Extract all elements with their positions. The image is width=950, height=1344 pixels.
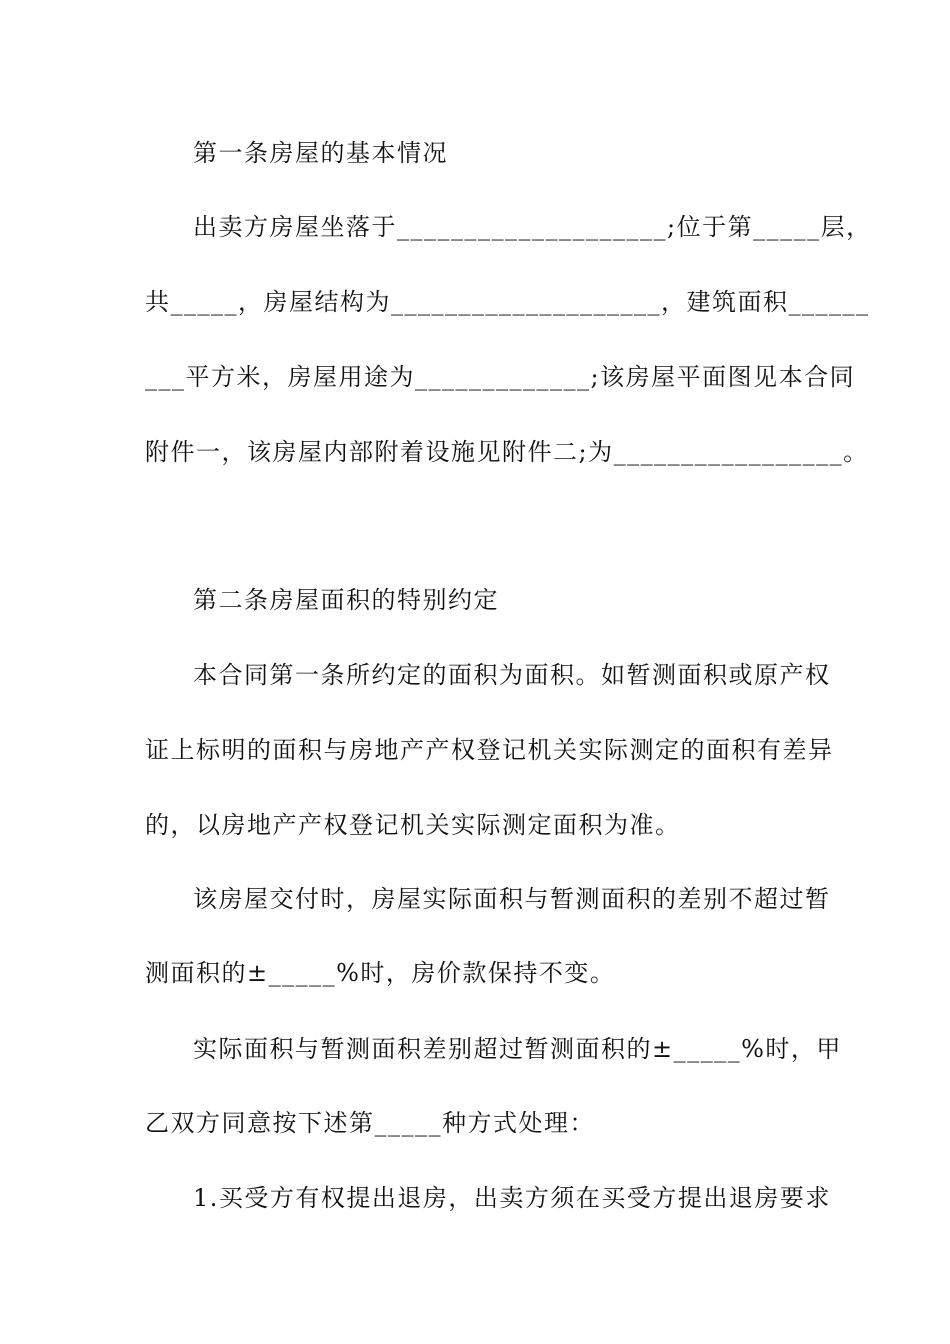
article-2-option-1: 1.买受方有权提出退房，出卖方须在买受方提出退房要求 [193,1184,831,1212]
article-1-heading: 第一条房屋的基本情况 [193,139,448,167]
article-2-para-1-line-3: 的，以房地产产权登记机关实际测定面积为准。 [145,811,681,839]
article-2-para-3-line-2: 乙双方同意按下述第_____种方式处理： [145,1109,595,1137]
article-1-line-3: ___平方米，房屋用途为_____________;该房屋平面图见本合同 [145,363,856,391]
article-2-heading: 第二条房屋面积的特别约定 [193,586,499,614]
article-2-para-1-line-2: 证上标明的面积与房地产产权登记机关实际测定的面积有差异 [145,736,834,764]
article-1-line-2: 共_____，房屋结构为____________________，建筑面积______ [145,288,870,316]
article-2-para-2-line-2: 测面积的±_____%时，房价款保持不变。 [145,959,616,987]
article-2-para-2-line-1: 该房屋交付时，房屋实际面积与暂测面积的差别不超过暂 [193,885,831,913]
article-1-line-1: 出卖方房屋坐落于____________________;位于第_____层， [193,213,872,241]
article-2-para-1-line-1: 本合同第一条所约定的面积为面积。如暂测面积或原产权 [193,661,831,689]
article-1-line-4: 附件一，该房屋内部附着设施见附件二;为_________________。 [145,438,869,466]
article-2-para-3-line-1: 实际面积与暂测面积差别超过暂测面积的±_____%时，甲 [193,1035,842,1063]
